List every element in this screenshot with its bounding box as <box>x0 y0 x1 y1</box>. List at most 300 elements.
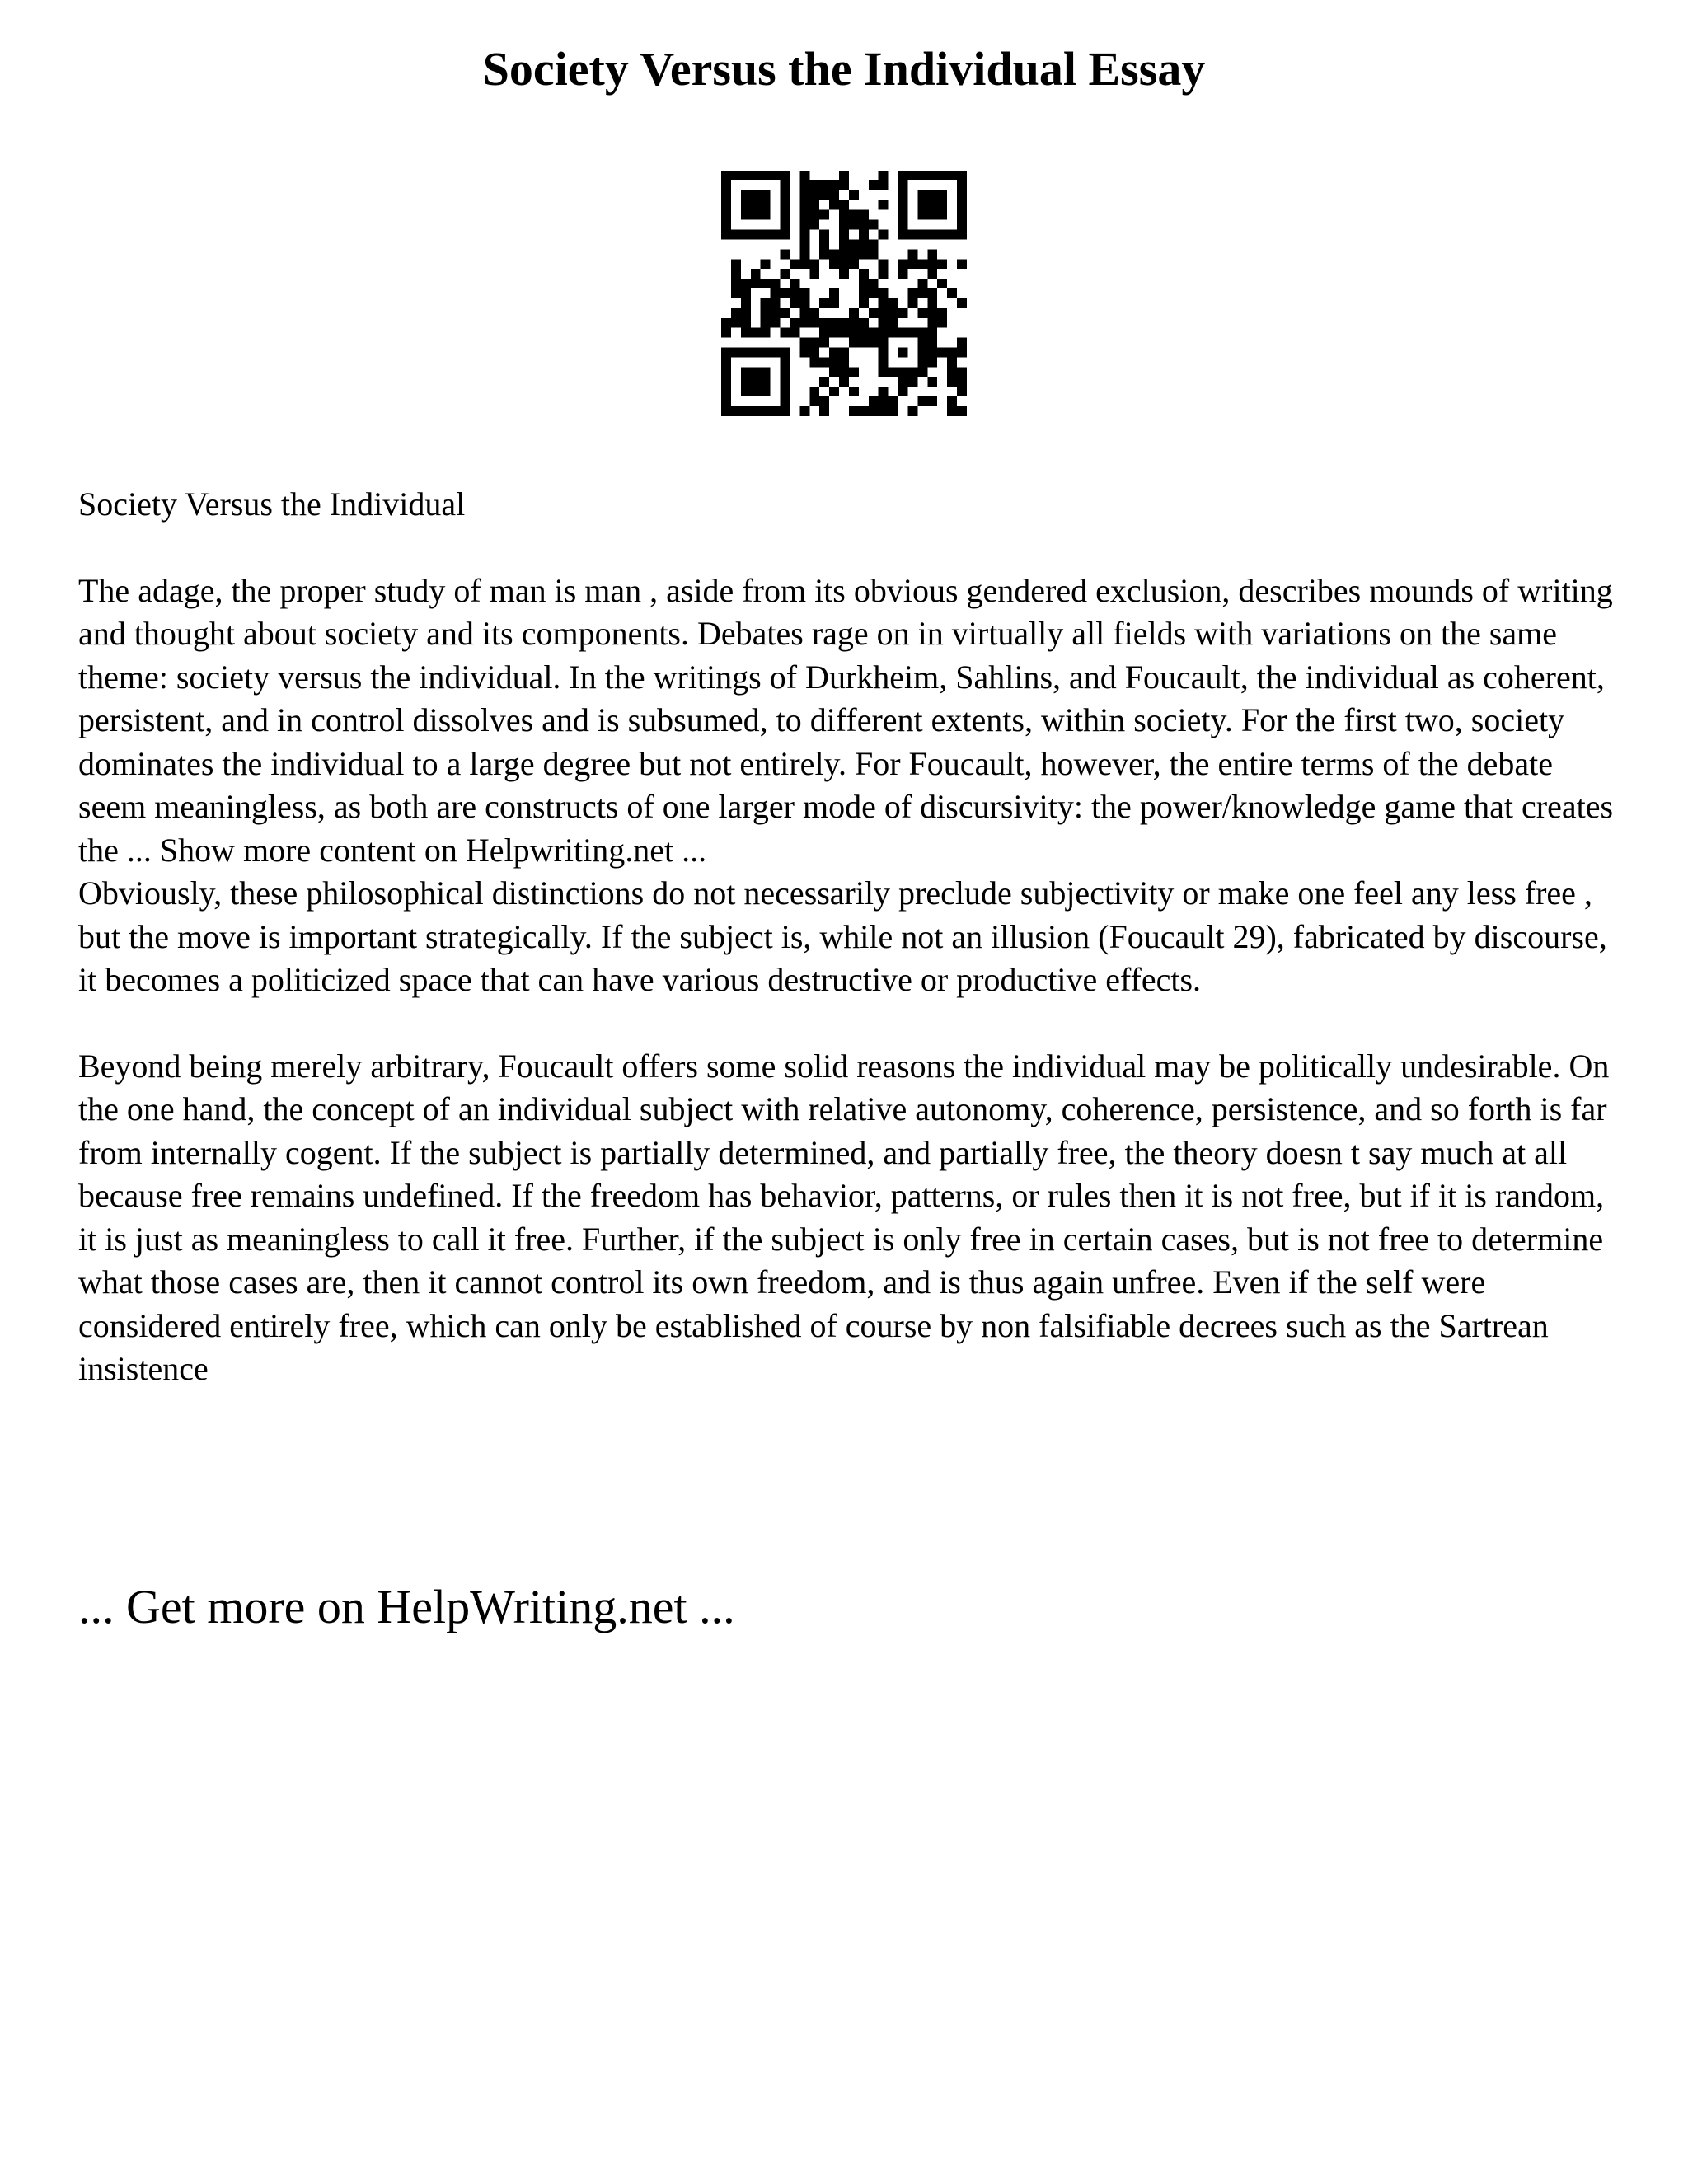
page-title: Society Versus the Individual Essay <box>482 42 1206 96</box>
qr-module <box>799 288 809 298</box>
qr-module <box>869 396 879 406</box>
qr-module <box>829 288 839 298</box>
qr-module <box>761 387 771 396</box>
qr-module <box>937 279 947 288</box>
qr-module <box>907 406 917 416</box>
qr-module <box>761 279 771 288</box>
qr-module <box>761 348 771 358</box>
qr-module <box>869 328 879 338</box>
qr-module <box>751 348 761 358</box>
qr-module <box>819 210 829 220</box>
qr-module <box>771 318 781 328</box>
qr-module <box>947 377 957 387</box>
qr-module <box>741 190 751 200</box>
qr-module <box>741 200 751 210</box>
qr-module <box>859 328 869 338</box>
qr-module <box>907 288 917 298</box>
qr-module <box>917 259 927 269</box>
qr-module <box>829 387 839 396</box>
qr-module <box>819 377 829 387</box>
qr-module <box>839 249 849 259</box>
qr-module <box>721 210 731 220</box>
qr-module <box>898 200 908 210</box>
qr-module <box>829 367 839 377</box>
qr-module <box>761 200 771 210</box>
qr-module <box>879 259 889 269</box>
qr-module <box>917 210 927 220</box>
qr-module <box>898 387 908 396</box>
qr-module <box>869 220 879 230</box>
qr-module <box>731 288 741 298</box>
qr-module <box>751 230 761 240</box>
qr-module <box>917 190 927 200</box>
qr-module <box>849 328 859 338</box>
qr-module <box>731 279 741 288</box>
qr-module <box>721 318 731 328</box>
qr-module <box>898 190 908 200</box>
qr-module <box>937 230 947 240</box>
qr-module <box>849 190 859 200</box>
qr-module <box>819 318 829 328</box>
qr-module <box>809 190 819 200</box>
qr-module <box>761 406 771 416</box>
qr-module <box>781 200 790 210</box>
qr-module <box>809 180 819 190</box>
qr-module <box>849 308 859 318</box>
qr-module <box>898 308 908 318</box>
qr-module <box>957 348 967 358</box>
qr-module <box>859 279 869 288</box>
qr-module <box>917 338 927 348</box>
qr-module <box>907 259 917 269</box>
qr-module <box>879 348 889 358</box>
qr-module <box>799 171 809 180</box>
qr-module <box>771 348 781 358</box>
qr-module <box>879 338 889 348</box>
qr-module <box>721 357 731 367</box>
essay-body <box>78 483 1628 1391</box>
qr-module <box>771 406 781 416</box>
essay-subtitle: Society Versus the Individual <box>78 485 466 523</box>
qr-module <box>731 318 741 328</box>
qr-module <box>771 308 781 318</box>
qr-module <box>781 288 790 298</box>
qr-module <box>937 210 947 220</box>
qr-module <box>927 249 937 259</box>
qr-module <box>809 387 819 396</box>
qr-module <box>731 308 741 318</box>
qr-module <box>741 406 751 416</box>
qr-module <box>869 279 879 288</box>
qr-module <box>751 377 761 387</box>
qr-module <box>957 220 967 230</box>
qr-module <box>761 298 771 308</box>
qr-module <box>839 269 849 279</box>
qr-module <box>751 210 761 220</box>
qr-module <box>809 200 819 210</box>
qr-module <box>741 279 751 288</box>
qr-module <box>947 230 957 240</box>
qr-module <box>957 298 967 308</box>
qr-module <box>849 249 859 259</box>
qr-module <box>819 230 829 240</box>
qr-module <box>879 200 889 210</box>
qr-module <box>781 387 790 396</box>
qr-module <box>809 396 819 406</box>
qr-module <box>751 200 761 210</box>
qr-module <box>849 220 859 230</box>
qr-module <box>809 318 819 328</box>
qr-module <box>849 318 859 328</box>
qr-module <box>751 269 761 279</box>
qr-module <box>751 171 761 180</box>
qr-module <box>781 396 790 406</box>
qr-module <box>859 239 869 249</box>
qr-module <box>907 230 917 240</box>
qr-module <box>799 259 809 269</box>
qr-module <box>869 180 879 190</box>
qr-module <box>799 348 809 358</box>
qr-module <box>721 406 731 416</box>
qr-module <box>781 406 790 416</box>
paragraph-1: The adage, the proper study of man is man , aside from its obvious gendered exclusion, describes mounds of writing and thought about society and its components. Debates rage on in virtually all fields with variations on the same theme: society versus the individual. In the writings of Durkheim, Sahlins, and Foucault, the individual as coherent, persistent, and in control dissolves and is subsumed, to different extents, within society. For the first two, society dominates the individual to a large degree but not entirely. For Foucault, however, the entire terms of the debate seem meaningless, as both are constructs of one larger mode of discursivity: the power/knowledge game that creates the ... Show more content on Helpwriting.net ... <box>78 571 1614 869</box>
qr-module <box>947 396 957 406</box>
qr-module <box>839 180 849 190</box>
qr-module <box>957 367 967 377</box>
qr-module <box>839 210 849 220</box>
qr-module <box>859 269 869 279</box>
qr-module <box>771 288 781 298</box>
qr-module <box>741 318 751 328</box>
qr-module <box>898 210 908 220</box>
qr-module <box>907 249 917 259</box>
qr-module <box>799 239 809 249</box>
qr-module <box>731 348 741 358</box>
qr-module <box>927 269 937 279</box>
qr-module <box>898 377 908 387</box>
qr-module <box>947 367 957 377</box>
qr-module <box>819 396 829 406</box>
qr-module <box>957 171 967 180</box>
qr-module <box>721 328 731 338</box>
qr-module <box>751 190 761 200</box>
qr-module <box>790 328 799 338</box>
qr-module <box>957 338 967 348</box>
qr-module <box>829 249 839 259</box>
qr-module <box>731 259 741 269</box>
qr-module <box>839 259 849 269</box>
qr-module <box>731 230 741 240</box>
qr-module <box>849 406 859 416</box>
qr-module <box>731 171 741 180</box>
qr-module <box>927 377 937 387</box>
qr-module <box>898 180 908 190</box>
qr-module <box>761 171 771 180</box>
qr-module <box>781 180 790 190</box>
qr-module <box>809 348 819 358</box>
qr-module <box>721 348 731 358</box>
qr-module <box>819 239 829 249</box>
qr-module <box>889 318 898 328</box>
qr-module <box>849 239 859 249</box>
qr-module <box>927 328 937 338</box>
qr-module <box>947 406 957 416</box>
qr-module <box>771 171 781 180</box>
qr-module <box>790 279 799 288</box>
qr-module <box>957 259 967 269</box>
qr-module <box>849 387 859 396</box>
qr-module <box>907 171 917 180</box>
qr-module <box>879 387 889 396</box>
qr-module <box>829 357 839 367</box>
qr-module <box>859 406 869 416</box>
qr-module <box>917 348 927 358</box>
qr-module <box>898 220 908 230</box>
qr-module <box>790 318 799 328</box>
qr-module <box>879 308 889 318</box>
qr-module <box>799 249 809 259</box>
qr-module <box>781 367 790 377</box>
qr-module <box>809 357 819 367</box>
qr-module <box>761 328 771 338</box>
qr-code-icon <box>721 171 967 416</box>
qr-module <box>751 387 761 396</box>
qr-module <box>781 269 790 279</box>
qr-module <box>761 190 771 200</box>
qr-module <box>799 190 809 200</box>
qr-module <box>839 377 849 387</box>
qr-module <box>741 171 751 180</box>
qr-module <box>898 367 908 377</box>
qr-module <box>879 396 889 406</box>
qr-module <box>917 230 927 240</box>
qr-module <box>819 180 829 190</box>
get-more-link[interactable]: ... Get more on HelpWriting.net ... <box>78 1580 735 1633</box>
qr-module <box>869 406 879 416</box>
qr-module <box>947 288 957 298</box>
qr-module <box>721 387 731 396</box>
qr-module <box>829 298 839 308</box>
qr-module <box>849 338 859 348</box>
qr-module <box>761 318 771 328</box>
qr-module <box>799 180 809 190</box>
qr-module <box>917 200 927 210</box>
qr-module <box>879 406 889 416</box>
qr-module <box>839 348 849 358</box>
qr-module <box>917 171 927 180</box>
qr-module <box>957 230 967 240</box>
qr-module <box>790 298 799 308</box>
qr-module <box>849 367 859 377</box>
qr-module <box>741 377 751 387</box>
qr-module <box>927 308 937 318</box>
qr-module <box>859 249 869 259</box>
qr-module <box>741 288 751 298</box>
qr-module <box>751 367 761 377</box>
qr-module <box>927 318 937 328</box>
qr-module <box>927 338 937 348</box>
qr-module <box>829 180 839 190</box>
qr-module <box>898 348 908 358</box>
qr-module <box>927 200 937 210</box>
qr-module <box>927 288 937 298</box>
qr-module <box>809 220 819 230</box>
qr-module <box>781 348 790 358</box>
qr-module <box>889 328 898 338</box>
qr-module <box>731 406 741 416</box>
qr-module <box>829 259 839 269</box>
qr-module <box>799 200 809 210</box>
qr-module <box>849 210 859 220</box>
qr-module <box>741 210 751 220</box>
qr-module <box>799 230 809 240</box>
qr-module <box>781 328 790 338</box>
qr-module <box>879 171 889 180</box>
qr-module <box>917 396 927 406</box>
qr-module <box>927 171 937 180</box>
qr-module <box>721 180 731 190</box>
qr-module <box>859 230 869 240</box>
qr-module <box>751 406 761 416</box>
qr-module <box>898 328 908 338</box>
qr-module <box>889 396 898 406</box>
qr-module <box>799 220 809 230</box>
qr-module <box>771 298 781 308</box>
qr-module <box>761 308 771 318</box>
qr-module <box>927 298 937 308</box>
qr-module <box>869 249 879 259</box>
qr-module <box>947 348 957 358</box>
qr-module <box>819 406 829 416</box>
qr-module <box>859 338 869 348</box>
qr-module <box>761 367 771 377</box>
qr-module <box>721 396 731 406</box>
qr-module <box>761 230 771 240</box>
qr-module <box>859 298 869 308</box>
qr-module <box>898 230 908 240</box>
qr-module <box>790 288 799 298</box>
qr-module <box>859 288 869 298</box>
qr-module <box>731 269 741 279</box>
qr-module <box>917 367 927 377</box>
qr-module <box>917 328 927 338</box>
qr-module <box>741 230 751 240</box>
qr-module <box>721 367 731 377</box>
qr-module <box>917 279 927 288</box>
qr-module <box>927 259 937 269</box>
qr-module <box>751 279 761 288</box>
qr-module <box>819 328 829 338</box>
qr-module <box>809 308 819 318</box>
qr-module <box>917 357 927 367</box>
qr-module <box>781 230 790 240</box>
qr-module <box>947 171 957 180</box>
qr-module <box>907 377 917 387</box>
qr-module <box>829 328 839 338</box>
qr-module <box>869 239 879 249</box>
qr-module <box>849 259 859 269</box>
qr-module <box>761 210 771 220</box>
qr-module <box>781 308 790 318</box>
qr-module <box>809 338 819 348</box>
qr-module <box>829 200 839 210</box>
qr-module <box>907 298 917 308</box>
qr-module <box>917 288 927 298</box>
qr-module <box>839 328 849 338</box>
qr-module <box>741 348 751 358</box>
qr-module <box>859 318 869 328</box>
qr-module <box>879 180 889 190</box>
qr-module <box>879 288 889 298</box>
qr-module <box>819 338 829 348</box>
qr-module <box>741 328 751 338</box>
qr-module <box>761 259 771 269</box>
qr-module <box>889 308 898 318</box>
qr-module <box>781 190 790 200</box>
qr-module <box>809 269 819 279</box>
qr-module <box>761 377 771 387</box>
qr-module <box>957 387 967 396</box>
qr-module <box>889 367 898 377</box>
qr-module <box>839 220 849 230</box>
qr-module <box>869 288 879 298</box>
qr-module <box>879 230 889 240</box>
qr-module <box>781 249 790 259</box>
qr-module <box>957 406 967 416</box>
qr-module <box>809 259 819 269</box>
qr-module <box>751 328 761 338</box>
qr-module <box>898 269 908 279</box>
qr-module <box>927 210 937 220</box>
qr-module <box>927 190 937 200</box>
qr-module <box>721 377 731 387</box>
qr-module <box>741 308 751 318</box>
qr-module <box>819 357 829 367</box>
qr-module <box>741 367 751 377</box>
qr-module <box>839 367 849 377</box>
qr-module <box>957 200 967 210</box>
qr-module <box>839 318 849 328</box>
qr-module <box>819 298 829 308</box>
qr-module <box>829 318 839 328</box>
qr-module <box>799 210 809 220</box>
qr-module <box>859 220 869 230</box>
qr-module <box>799 406 809 416</box>
qr-module <box>799 298 809 308</box>
qr-module <box>781 210 790 220</box>
qr-module <box>799 308 809 318</box>
qr-module <box>879 298 889 308</box>
qr-module <box>829 190 839 200</box>
qr-module <box>721 220 731 230</box>
qr-module <box>741 387 751 396</box>
qr-module <box>957 190 967 200</box>
qr-module <box>947 357 957 367</box>
qr-module <box>839 171 849 180</box>
qr-module <box>937 318 947 328</box>
qr-module <box>869 338 879 348</box>
qr-module <box>781 357 790 367</box>
qr-module <box>898 171 908 180</box>
qr-module <box>937 200 947 210</box>
qr-module <box>879 357 889 367</box>
qr-module <box>879 367 889 377</box>
qr-module <box>839 230 849 240</box>
qr-module <box>957 377 967 387</box>
qr-module <box>781 171 790 180</box>
qr-module <box>937 259 947 269</box>
qr-module <box>781 377 790 387</box>
